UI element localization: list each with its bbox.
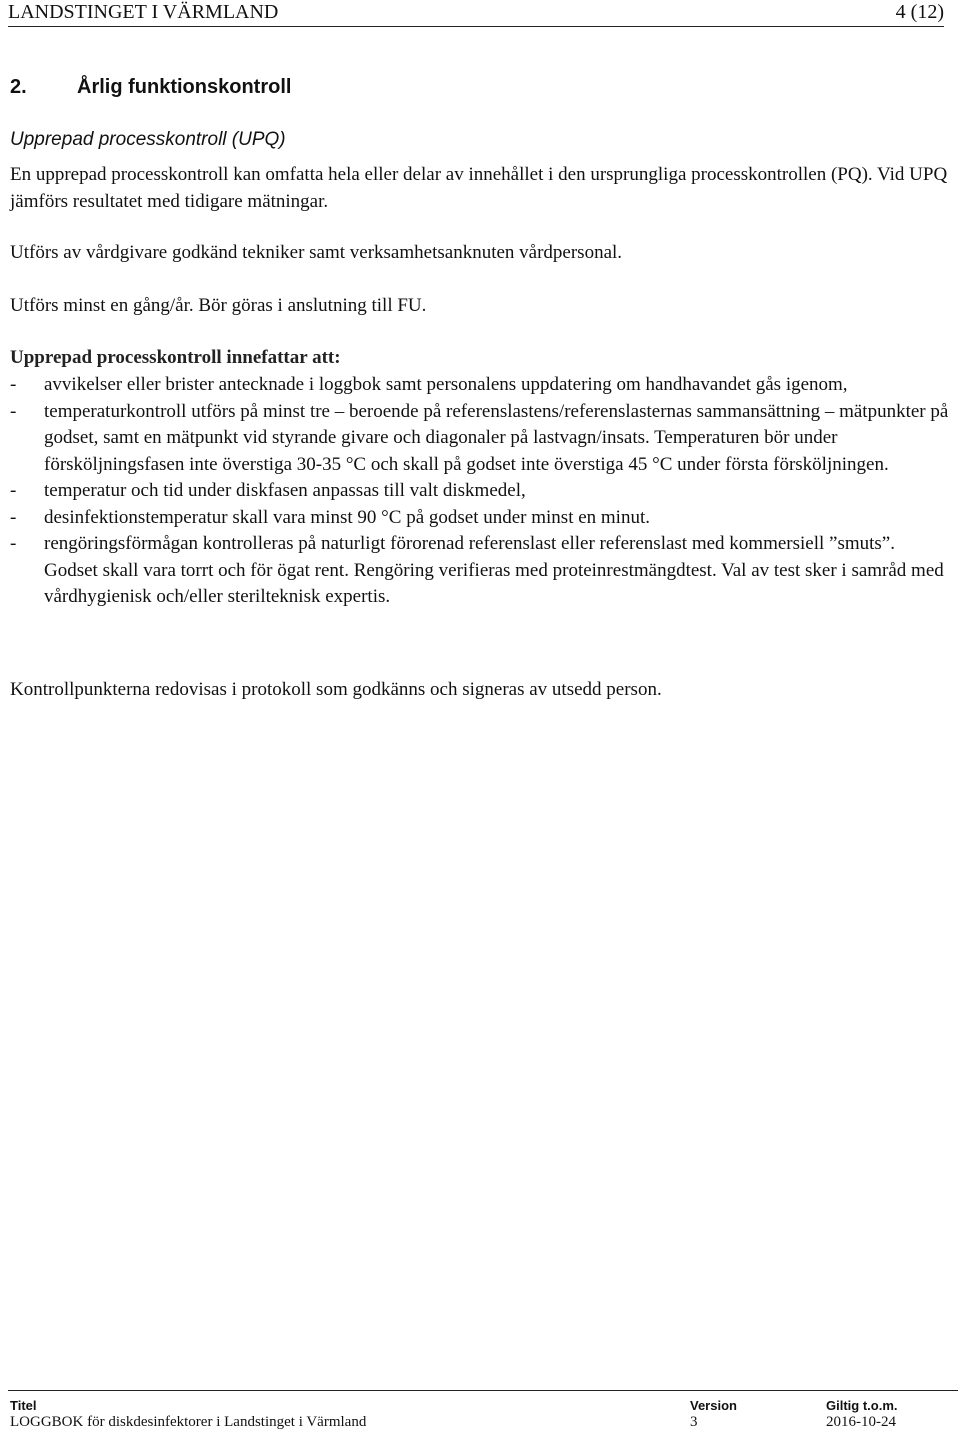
- footer-valid-label: Giltig t.o.m.: [826, 1398, 898, 1413]
- list-dash: -: [10, 506, 17, 528]
- frequency-paragraph: Utförs minst en gång/år. Bör göras i anslutning till FU.: [10, 295, 427, 316]
- list-dash: -: [10, 480, 17, 501]
- section-number: 2.: [10, 76, 27, 98]
- footer-title-label: Titel: [10, 1398, 37, 1413]
- footer-version-value: 3: [690, 1414, 698, 1430]
- section-heading: [10, 74, 291, 100]
- footer-valid-value: 2016-10-24: [826, 1414, 896, 1430]
- list-heading: Upprepad processkontroll innefattar att:: [10, 347, 341, 368]
- organization-name: LANDSTINGET I VÄRMLAND: [8, 1, 279, 23]
- list-item-text: desinfektionstemperatur skall vara minst 90 °C på godset under minst en minut.: [44, 506, 650, 528]
- control-list: [10, 372, 950, 611]
- list-item-text: rengöringsförmågan kontrolleras på naturligt förorenad referenslast eller referenslast med kommersiell ”smuts”. Godset skall vara torrt och för ögat rent. Rengöring verifieras med proteinrestmängdtest. Val av test sker i samråd med vårdhygienisk och/eller sterilteknisk expertis.: [44, 533, 944, 607]
- list-item: [10, 399, 950, 479]
- list-item: [10, 531, 950, 611]
- footer-version-label: Version: [690, 1398, 737, 1413]
- list-item-text: temperatur och tid under diskfasen anpassas till valt diskmedel,: [44, 480, 526, 501]
- list-item: [10, 372, 950, 399]
- list-item: [10, 478, 950, 505]
- page-header: [8, 0, 944, 27]
- list-dash: -: [10, 374, 17, 395]
- list-item-text: avvikelser eller brister antecknade i loggbok samt personalens uppdatering om handhavandet gås igenom,: [44, 374, 848, 395]
- intro-paragraph: En upprepad processkontroll kan omfatta hela eller delar av innehållet i den ursprungliga processkontrollen (PQ). Vid UPQ jämförs resultatet med tidigare mätningar.: [10, 164, 948, 212]
- summary-paragraph: Kontrollpunkterna redovisas i protokoll som godkänns och signeras av utsedd person.: [10, 679, 662, 700]
- page-footer: [8, 1390, 958, 1430]
- list-dash: -: [10, 400, 17, 422]
- list-dash: -: [10, 533, 17, 554]
- footer-title-value: LOGGBOK för diskdesinfektorer i Landstinget i Värmland: [10, 1414, 367, 1430]
- list-item-text: temperaturkontroll utförs på minst tre – beroende på referenslastens/referenslasternas sammansättning – mätpunkter på godset, samt en mätpunkt vid styrande givare och diagonaler på lastvagn/insats. Temperaturen bör under försköljningsfasen inte överstiga 30-35 °C och skall på godset inte överstiga 45 °C under första försköljningen.: [44, 400, 949, 475]
- page-number: 4 (12): [895, 1, 944, 23]
- subheading: Upprepad processkontroll (UPQ): [10, 129, 286, 150]
- section-title: Årlig funktionskontroll: [77, 76, 292, 98]
- performer-paragraph: Utförs av vårdgivare godkänd tekniker samt verksamhetsanknuten vårdpersonal.: [10, 242, 623, 263]
- list-item: [10, 505, 950, 532]
